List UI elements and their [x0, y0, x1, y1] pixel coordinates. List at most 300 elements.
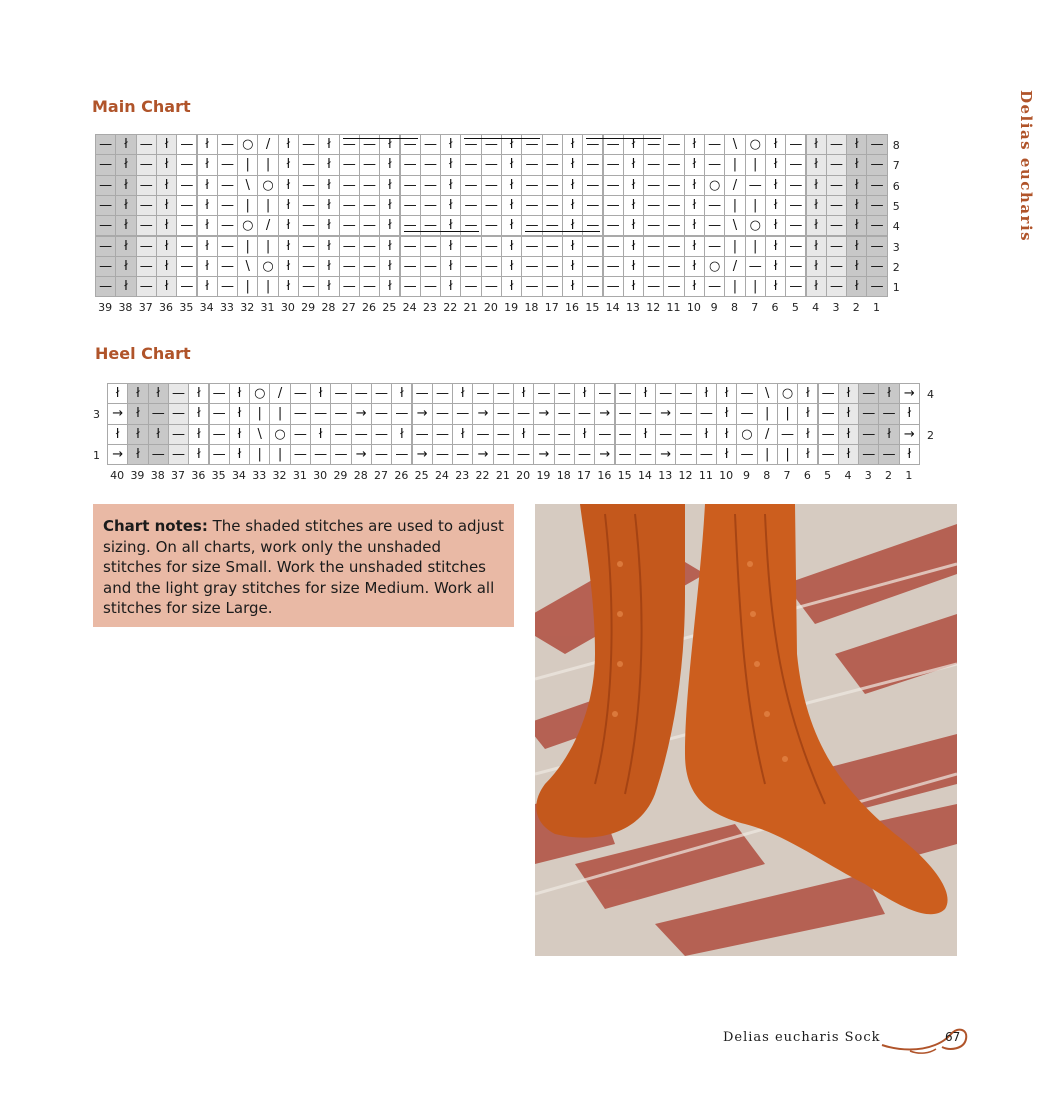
main-chart-stitch: —: [603, 175, 624, 196]
heel-chart-stitch: —: [554, 424, 575, 445]
main-chart-stitch: |: [724, 236, 745, 257]
heel-chart-stitch: —: [290, 424, 311, 445]
heel-chart-col-label: 21: [495, 469, 510, 483]
main-chart-stitch: ł: [623, 195, 644, 216]
main-chart-stitch: —: [95, 154, 116, 175]
main-chart-stitch: —: [481, 154, 502, 175]
main-chart-stitch: —: [95, 134, 116, 155]
main-chart-stitch: ł: [501, 215, 522, 236]
heel-chart-stitch: /: [757, 424, 778, 445]
main-chart-stitch: ł: [623, 134, 644, 155]
main-chart-stitch: ł: [765, 175, 786, 196]
heel-chart-stitch: —: [168, 444, 189, 465]
main-chart-stitch: —: [542, 195, 563, 216]
heel-chart-stitch: —: [209, 444, 230, 465]
main-chart-stitch: |: [745, 195, 766, 216]
heel-chart-stitch: →: [107, 444, 128, 465]
main-chart-stitch: —: [826, 256, 847, 277]
main-chart-stitch: ł: [501, 154, 522, 175]
main-chart-stitch: |: [745, 236, 766, 257]
main-chart-stitch: —: [866, 195, 887, 216]
main-chart-stitch: —: [521, 154, 542, 175]
heel-chart-stitch: →: [655, 403, 676, 424]
heel-chart-stitch: —: [818, 444, 839, 465]
main-chart-col-label: 2: [852, 301, 860, 315]
heel-chart-row-label: 2: [927, 428, 934, 442]
main-chart-stitch: —: [826, 276, 847, 297]
heel-chart-stitch: ł: [878, 424, 899, 445]
main-chart-stitch: —: [663, 256, 684, 277]
main-chart-col-label: 20: [483, 301, 498, 315]
heel-chart-stitch: ł: [878, 383, 899, 404]
heel-chart-stitch: —: [615, 444, 636, 465]
heel-chart-stitch: ł: [797, 383, 818, 404]
heel-chart-stitch: →: [899, 424, 920, 445]
main-chart-stitch: —: [704, 236, 725, 257]
main-chart-stitch: —: [826, 175, 847, 196]
heel-chart-col-label: 39: [130, 469, 145, 483]
main-chart-stitch: ł: [765, 195, 786, 216]
main-chart-stitch: —: [704, 276, 725, 297]
main-chart-stitch: ł: [440, 276, 461, 297]
main-chart-stitch: ł: [562, 276, 583, 297]
main-chart-stitch: —: [785, 256, 806, 277]
main-chart-stitch: ł: [156, 236, 177, 257]
main-chart-stitch: —: [582, 215, 603, 236]
main-chart-stitch: —: [785, 236, 806, 257]
heel-chart-stitch: ł: [107, 383, 128, 404]
main-chart-col-label: 6: [771, 301, 779, 315]
heel-chart-stitch: —: [655, 383, 676, 404]
main-chart-stitch: —: [460, 236, 481, 257]
main-chart-stitch: —: [542, 175, 563, 196]
main-chart-stitch: —: [521, 236, 542, 257]
heel-chart-col-label: 7: [783, 469, 791, 483]
heel-chart-stitch: —: [452, 444, 473, 465]
main-chart-stitch: /: [257, 215, 278, 236]
main-chart-stitch: —: [582, 154, 603, 175]
main-chart-stitch: —: [866, 276, 887, 297]
main-chart-stitch: ł: [846, 154, 867, 175]
heel-chart-stitch: —: [168, 403, 189, 424]
main-chart-col-label: 9: [710, 301, 718, 315]
heel-chart-stitch: ł: [797, 444, 818, 465]
main-chart-stitch: —: [582, 195, 603, 216]
heel-chart-stitch: —: [168, 424, 189, 445]
heel-chart-title: Heel Chart: [95, 344, 191, 363]
main-chart-stitch: —: [603, 256, 624, 277]
main-chart-stitch: —: [359, 236, 380, 257]
main-chart-stitch: |: [237, 195, 258, 216]
main-chart-col-label: 15: [585, 301, 600, 315]
main-chart-stitch: ł: [562, 256, 583, 277]
heel-chart-stitch: ł: [188, 403, 209, 424]
heel-chart-stitch: ł: [635, 424, 656, 445]
heel-chart-col-label: 9: [742, 469, 750, 483]
main-chart-stitch: ł: [846, 134, 867, 155]
main-chart-stitch: —: [866, 236, 887, 257]
main-chart-stitch: —: [298, 215, 319, 236]
heel-chart-stitch: —: [391, 403, 412, 424]
main-chart-stitch: —: [400, 154, 421, 175]
main-chart-stitch: ł: [806, 215, 827, 236]
heel-chart-col-label: 12: [678, 469, 693, 483]
main-chart-row-label: 1: [892, 281, 900, 295]
main-chart-stitch: ł: [806, 134, 827, 155]
main-chart-stitch: —: [785, 134, 806, 155]
main-chart-stitch: —: [826, 195, 847, 216]
main-chart-stitch: ł: [379, 154, 400, 175]
heel-chart-stitch: —: [310, 444, 331, 465]
main-chart-col-label: 36: [159, 301, 174, 315]
main-chart-stitch: —: [95, 175, 116, 196]
heel-chart-stitch: —: [472, 383, 493, 404]
heel-chart-stitch: ł: [452, 383, 473, 404]
heel-chart-stitch: —: [615, 424, 636, 445]
heel-chart-stitch: ł: [127, 424, 148, 445]
main-chart-stitch: ł: [765, 134, 786, 155]
main-chart-stitch: —: [866, 256, 887, 277]
main-chart-col-label: 1: [873, 301, 881, 315]
heel-chart-stitch: →: [412, 403, 433, 424]
main-chart-stitch: —: [298, 236, 319, 257]
main-chart-stitch: —: [785, 195, 806, 216]
main-chart-col-label: 25: [382, 301, 397, 315]
main-chart-stitch: —: [663, 236, 684, 257]
main-chart-stitch: ł: [156, 195, 177, 216]
main-chart-stitch: —: [359, 256, 380, 277]
heel-chart-stitch: ł: [310, 383, 331, 404]
heel-chart-col-label: 25: [414, 469, 429, 483]
heel-chart-stitch: ł: [229, 383, 250, 404]
main-chart-stitch: ł: [379, 195, 400, 216]
main-chart-stitch: —: [481, 215, 502, 236]
heel-chart-stitch: |: [269, 403, 290, 424]
main-chart-stitch: ł: [623, 154, 644, 175]
main-chart-stitch: —: [521, 175, 542, 196]
main-chart-stitch: —: [339, 256, 360, 277]
main-chart-stitch: —: [582, 175, 603, 196]
main-chart-stitch: ł: [440, 154, 461, 175]
main-chart-stitch: ł: [501, 134, 522, 155]
main-chart-stitch: ł: [846, 276, 867, 297]
main-chart-stitch: —: [176, 236, 197, 257]
main-chart-stitch: —: [582, 236, 603, 257]
heel-chart-col-label: 11: [698, 469, 713, 483]
heel-chart-stitch: —: [371, 383, 392, 404]
heel-chart-col-label: 16: [597, 469, 612, 483]
main-chart-stitch: ł: [156, 134, 177, 155]
main-chart-stitch: ł: [562, 134, 583, 155]
main-chart-stitch: ł: [684, 236, 705, 257]
main-chart-stitch: ł: [501, 195, 522, 216]
main-chart-stitch: —: [298, 154, 319, 175]
main-chart-stitch: ł: [115, 134, 136, 155]
main-chart-stitch: —: [136, 134, 157, 155]
main-chart-stitch: ł: [684, 276, 705, 297]
main-chart-stitch: ł: [115, 256, 136, 277]
heel-chart-stitch: —: [330, 424, 351, 445]
main-chart-stitch: —: [643, 175, 664, 196]
main-chart-stitch: ł: [440, 215, 461, 236]
main-chart-stitch: —: [542, 236, 563, 257]
heel-chart-stitch: —: [493, 403, 514, 424]
main-chart-stitch: —: [481, 256, 502, 277]
main-chart-stitch: ł: [115, 276, 136, 297]
main-chart-stitch: —: [298, 175, 319, 196]
main-chart-stitch: —: [95, 256, 116, 277]
main-chart-stitch: —: [339, 134, 360, 155]
heel-chart-stitch: —: [675, 403, 696, 424]
chart-notes-label: Chart notes:: [103, 517, 208, 535]
main-chart-col-label: 39: [98, 301, 113, 315]
main-chart-stitch: |: [724, 154, 745, 175]
main-chart-stitch: ł: [806, 154, 827, 175]
main-chart-col-label: 34: [199, 301, 214, 315]
main-chart-stitch: —: [136, 215, 157, 236]
main-chart-stitch: ł: [623, 256, 644, 277]
heel-chart-stitch: —: [635, 444, 656, 465]
main-chart-stitch: —: [785, 175, 806, 196]
main-chart-stitch: —: [603, 134, 624, 155]
main-chart-stitch: ł: [318, 154, 339, 175]
heel-chart-stitch: —: [574, 403, 595, 424]
main-chart-stitch: ł: [379, 215, 400, 236]
main-chart-stitch: —: [420, 195, 441, 216]
main-chart-stitch: —: [136, 154, 157, 175]
heel-chart-stitch: —: [493, 383, 514, 404]
main-chart-stitch: —: [298, 276, 319, 297]
heel-chart-col-label: 20: [516, 469, 531, 483]
main-chart-stitch: —: [217, 195, 238, 216]
heel-chart-stitch: —: [554, 444, 575, 465]
main-chart-col-label: 37: [138, 301, 153, 315]
cable-symbol: [525, 231, 600, 232]
main-chart-stitch: —: [420, 134, 441, 155]
main-chart-stitch: ł: [562, 215, 583, 236]
heel-chart-stitch: —: [655, 424, 676, 445]
heel-chart-stitch: ł: [127, 383, 148, 404]
heel-chart-stitch: —: [696, 444, 717, 465]
main-chart-stitch: —: [359, 195, 380, 216]
heel-chart-stitch: —: [615, 403, 636, 424]
main-chart-stitch: —: [359, 134, 380, 155]
main-chart-stitch: —: [603, 215, 624, 236]
main-chart-stitch: |: [237, 154, 258, 175]
heel-chart-stitch: |: [757, 403, 778, 424]
main-chart-stitch: ł: [440, 236, 461, 257]
heel-chart-row-label: 3: [93, 408, 100, 422]
main-chart-stitch: ł: [846, 256, 867, 277]
heel-chart-col-label: 34: [231, 469, 246, 483]
heel-chart-stitch: ł: [391, 424, 412, 445]
main-chart-stitch: —: [136, 175, 157, 196]
main-chart-stitch: —: [217, 215, 238, 236]
main-chart-stitch: —: [359, 154, 380, 175]
heel-chart-stitch: —: [858, 444, 879, 465]
heel-chart-stitch: —: [330, 383, 351, 404]
main-chart-col-label: 26: [362, 301, 377, 315]
heel-chart-stitch: ł: [513, 383, 534, 404]
heel-chart-stitch: —: [432, 444, 453, 465]
main-chart-stitch: —: [339, 276, 360, 297]
heel-chart-stitch: ł: [696, 383, 717, 404]
main-chart-col-label: 8: [730, 301, 738, 315]
heel-chart-stitch: ł: [148, 424, 169, 445]
main-chart-stitch: ł: [278, 215, 299, 236]
main-chart-stitch: ł: [765, 276, 786, 297]
heel-chart-stitch: ł: [188, 444, 209, 465]
heel-chart-col-label: 14: [637, 469, 652, 483]
main-chart-stitch: —: [217, 175, 238, 196]
main-chart-stitch: —: [866, 134, 887, 155]
main-chart-stitch: ł: [156, 256, 177, 277]
heel-chart-col-label: 3: [864, 469, 872, 483]
main-chart-stitch: —: [643, 195, 664, 216]
main-chart-stitch: |: [724, 276, 745, 297]
main-chart-stitch: —: [826, 134, 847, 155]
heel-chart-col-label: 5: [824, 469, 832, 483]
main-chart-stitch: —: [460, 195, 481, 216]
heel-chart-stitch: —: [554, 403, 575, 424]
main-chart-stitch: ł: [379, 276, 400, 297]
main-chart-stitch: ł: [379, 134, 400, 155]
main-chart-row-label: 5: [892, 199, 900, 213]
main-chart-stitch: |: [745, 276, 766, 297]
heel-chart-stitch: —: [574, 444, 595, 465]
main-chart-stitch: —: [298, 195, 319, 216]
heel-chart-col-label: 26: [394, 469, 409, 483]
main-chart-stitch: —: [704, 215, 725, 236]
heel-chart-stitch: →: [412, 444, 433, 465]
main-chart-stitch: ł: [765, 236, 786, 257]
main-chart-stitch: —: [298, 256, 319, 277]
main-chart-stitch: |: [237, 236, 258, 257]
main-chart-stitch: ł: [156, 276, 177, 297]
heel-chart-stitch: |: [777, 444, 798, 465]
heel-chart-stitch: —: [554, 383, 575, 404]
heel-chart-stitch: —: [432, 403, 453, 424]
chart-notes-text: The shaded stitches are used to adjust sizing. On all charts, work only the unshaded stitches for size Small. Work the unshaded stitches and the light gray stitches for size Medium. Work all stitches for size Large.: [103, 517, 504, 617]
heel-chart-stitch: →: [594, 444, 615, 465]
heel-chart-stitch: —: [371, 444, 392, 465]
main-chart-row-label: 4: [892, 220, 900, 234]
main-chart-stitch: /: [257, 134, 278, 155]
cable-symbol: [404, 231, 479, 232]
main-chart-stitch: —: [521, 256, 542, 277]
heel-chart-stitch: —: [290, 444, 311, 465]
main-chart-stitch: —: [339, 236, 360, 257]
main-chart-stitch: ○: [745, 215, 766, 236]
main-chart-col-label: 35: [179, 301, 194, 315]
main-chart-stitch: ł: [846, 195, 867, 216]
heel-chart-stitch: —: [371, 424, 392, 445]
main-chart-stitch: ł: [278, 134, 299, 155]
main-chart-stitch: —: [704, 154, 725, 175]
main-chart-stitch: ł: [623, 276, 644, 297]
main-chart-col-label: 5: [791, 301, 799, 315]
heel-chart-stitch: ł: [716, 403, 737, 424]
main-chart-stitch: —: [420, 215, 441, 236]
main-chart-stitch: —: [460, 276, 481, 297]
main-chart-stitch: —: [542, 134, 563, 155]
heel-chart-col-label: 33: [252, 469, 267, 483]
heel-chart-stitch: —: [209, 383, 230, 404]
main-chart-stitch: —: [643, 256, 664, 277]
main-chart-stitch: ł: [156, 154, 177, 175]
main-chart-stitch: —: [400, 236, 421, 257]
heel-chart-stitch: —: [412, 383, 433, 404]
heel-chart-stitch: ł: [899, 403, 920, 424]
main-chart-stitch: ł: [806, 236, 827, 257]
heel-chart-stitch: —: [493, 424, 514, 445]
main-chart-stitch: —: [542, 256, 563, 277]
heel-chart-stitch: ł: [107, 424, 128, 445]
heel-chart-row-label: 1: [93, 448, 100, 462]
main-chart-stitch: ł: [501, 276, 522, 297]
heel-chart-stitch: ł: [148, 383, 169, 404]
main-chart-stitch: ○: [257, 175, 278, 196]
heel-chart-col-label: 30: [313, 469, 328, 483]
main-chart-stitch: —: [866, 175, 887, 196]
heel-chart-col-label: 32: [272, 469, 287, 483]
main-chart-stitch: ł: [846, 236, 867, 257]
side-title-text: Delias eucharis: [1017, 90, 1035, 243]
main-chart-col-label: 14: [605, 301, 620, 315]
main-chart-stitch: —: [400, 256, 421, 277]
main-chart-stitch: —: [643, 134, 664, 155]
heel-chart-stitch: ł: [229, 424, 250, 445]
heel-chart-stitch: —: [209, 403, 230, 424]
main-chart-col-label: 32: [240, 301, 255, 315]
main-chart-stitch: |: [237, 276, 258, 297]
heel-chart-stitch: |: [777, 403, 798, 424]
main-chart-col-label: 18: [524, 301, 539, 315]
heel-chart-stitch: —: [858, 424, 879, 445]
main-chart-stitch: ł: [562, 195, 583, 216]
main-chart-stitch: \: [237, 256, 258, 277]
heel-chart-stitch: —: [493, 444, 514, 465]
heel-chart-stitch: ł: [797, 403, 818, 424]
heel-chart-stitch: |: [757, 444, 778, 465]
heel-chart-stitch: —: [452, 403, 473, 424]
main-chart-stitch: |: [724, 195, 745, 216]
heel-chart-col-label: 38: [150, 469, 165, 483]
heel-chart-stitch: →: [351, 444, 372, 465]
heel-chart-stitch: —: [736, 444, 757, 465]
main-chart-col-label: 4: [812, 301, 820, 315]
heel-chart-stitch: —: [594, 424, 615, 445]
main-chart-stitch: |: [257, 195, 278, 216]
main-chart-stitch: ł: [278, 195, 299, 216]
heel-chart-stitch: ł: [797, 424, 818, 445]
heel-chart-col-label: 29: [333, 469, 348, 483]
sock-photo-illustration: [535, 504, 957, 956]
main-chart-stitch: —: [481, 175, 502, 196]
main-chart-stitch: —: [643, 215, 664, 236]
main-chart-stitch: —: [400, 175, 421, 196]
main-chart-stitch: ł: [623, 236, 644, 257]
main-chart-stitch: —: [176, 276, 197, 297]
main-chart-stitch: —: [136, 276, 157, 297]
main-chart-stitch: ł: [197, 154, 218, 175]
main-chart-stitch: —: [217, 134, 238, 155]
main-chart-col-label: 12: [646, 301, 661, 315]
heel-chart-stitch: ○: [269, 424, 290, 445]
main-chart-stitch: —: [663, 154, 684, 175]
heel-chart-stitch: |: [269, 444, 290, 465]
heel-chart-stitch: ł: [310, 424, 331, 445]
